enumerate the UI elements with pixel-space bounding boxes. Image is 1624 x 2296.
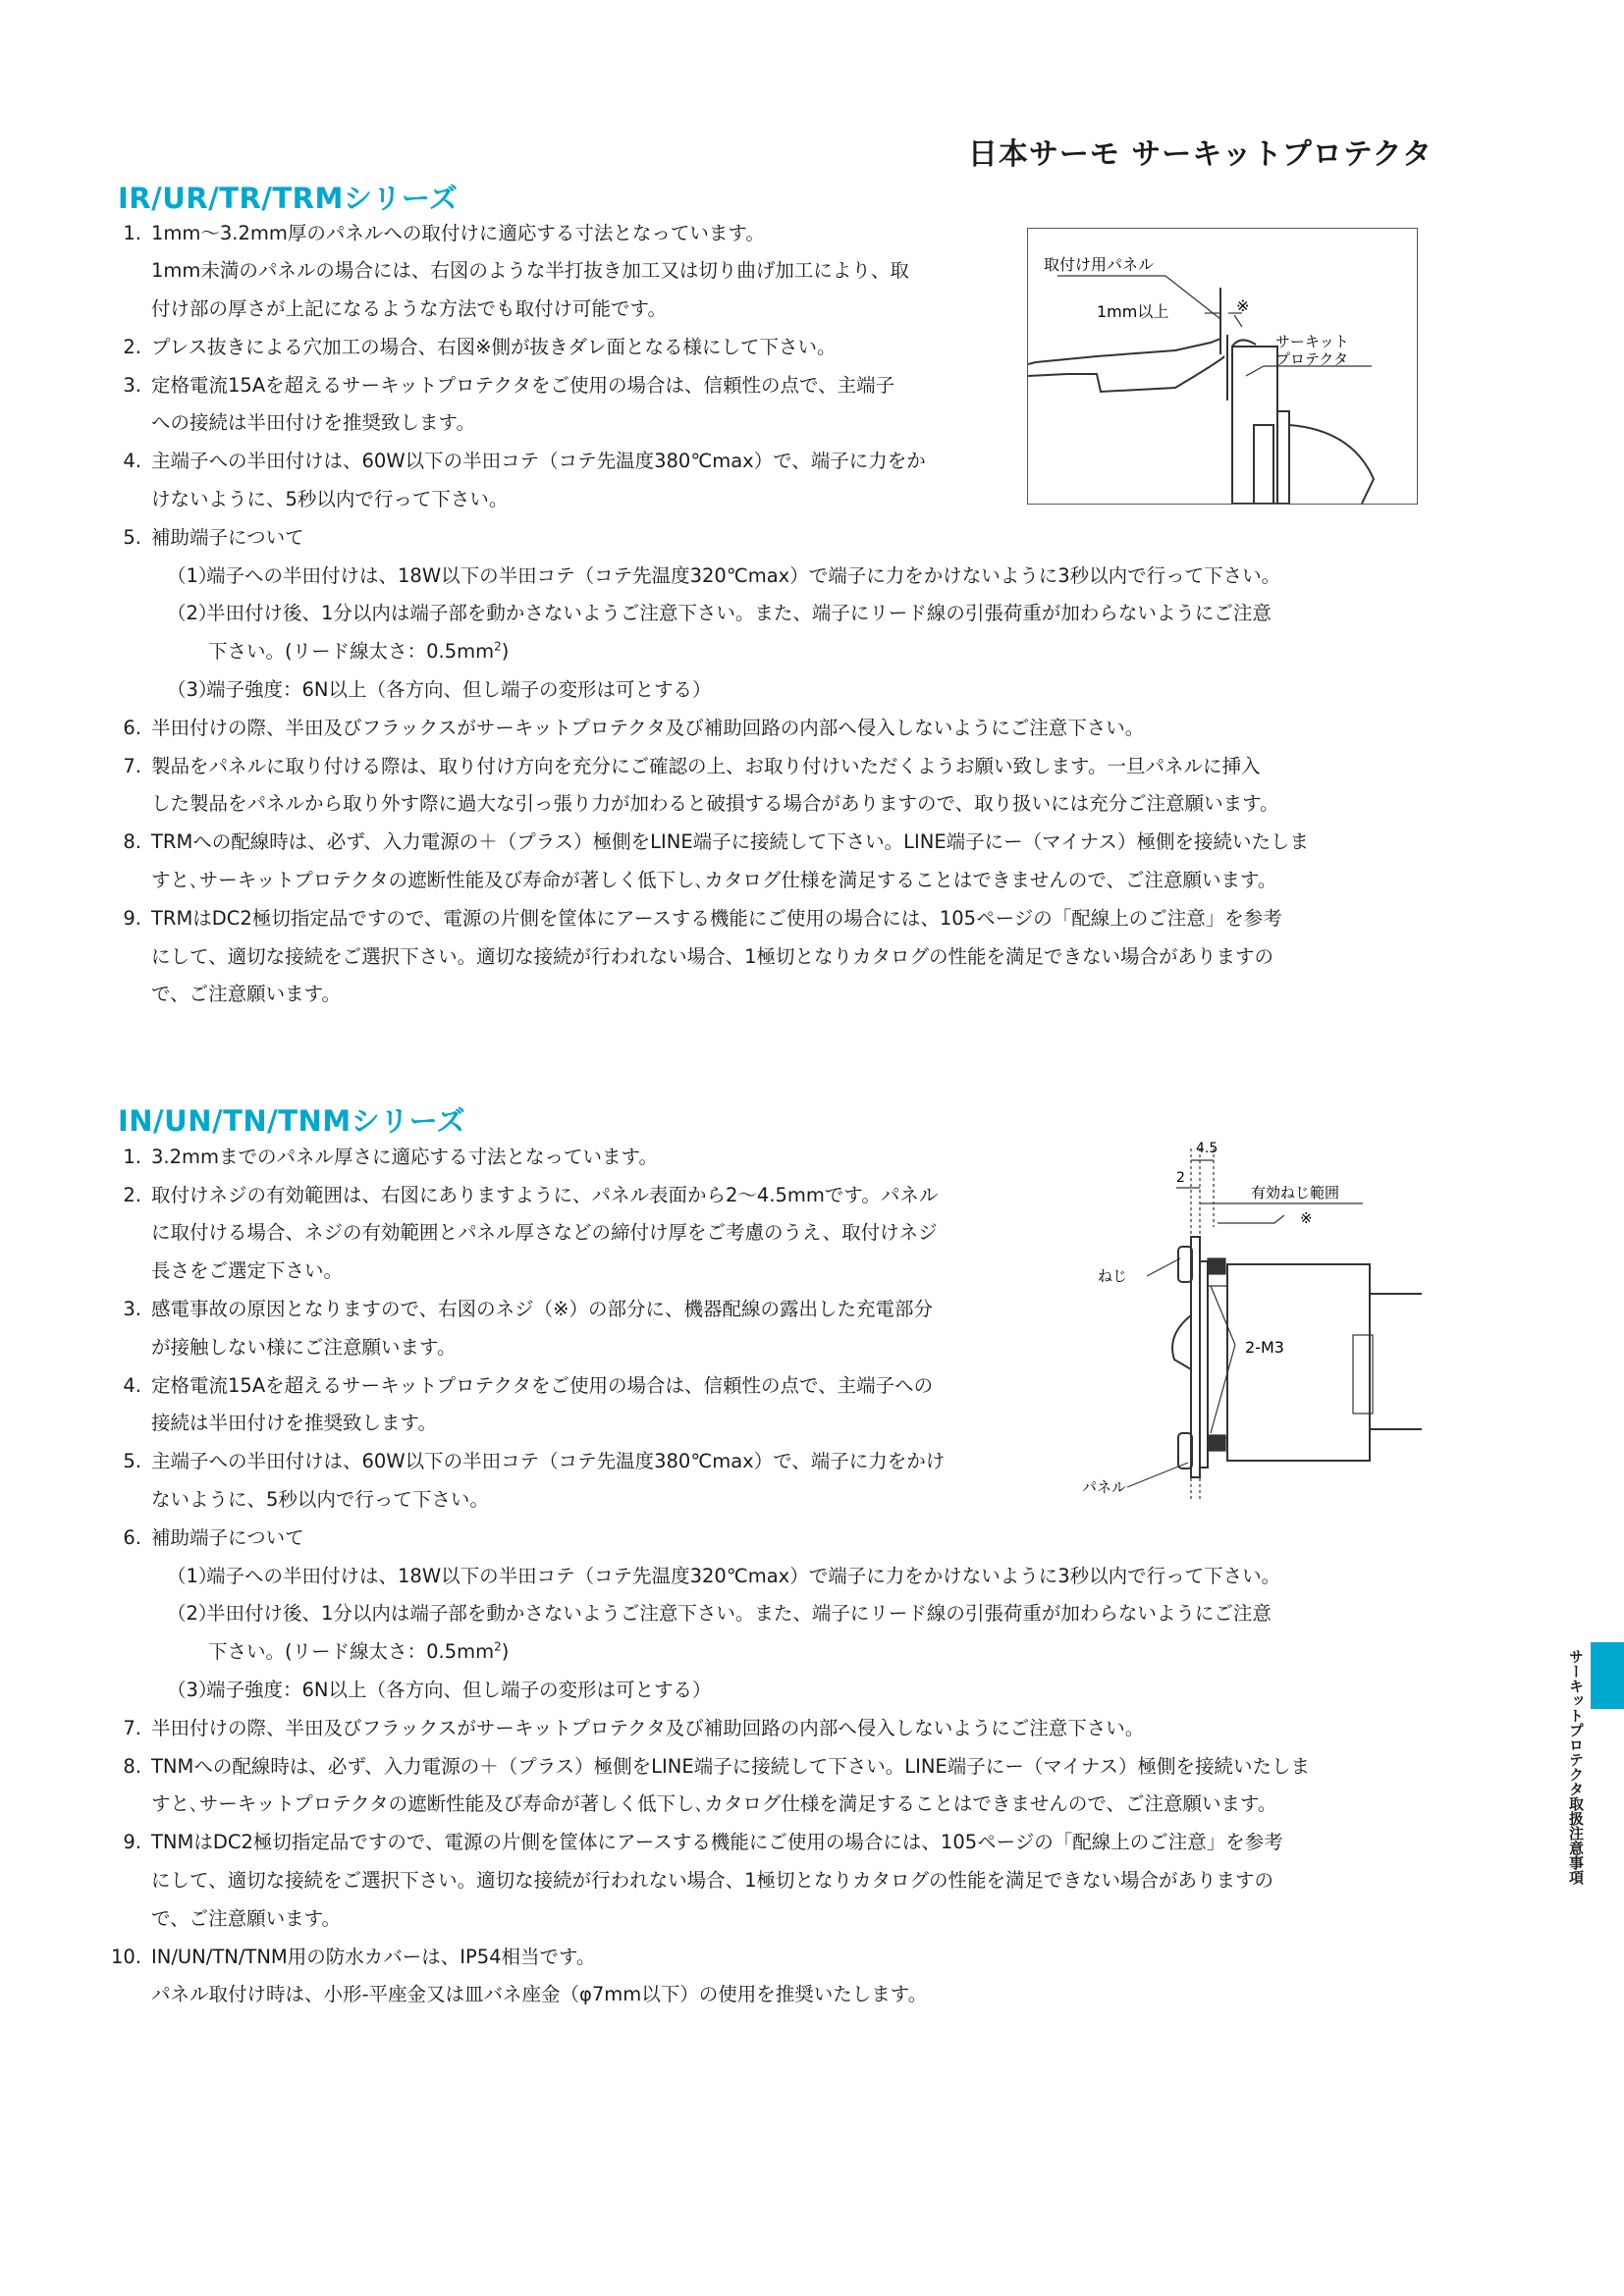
dim-2: 2 — [1176, 1170, 1185, 1186]
list-item-continuation: への接続は半田付けを推奨致します。 — [151, 411, 475, 434]
list-item: 2. 取付けネジの有効範囲は、右図にありますように、パネル表面から2〜4.5mmです。パネル — [123, 1184, 939, 1206]
list-item: 7. 製品をパネルに取り付ける際は、取り付け方向を充分にご確認の上、お取り付けいただくようお願い致します。一旦パネルに挿入 — [123, 755, 1261, 777]
label-circuit: サーキット — [1275, 333, 1349, 350]
label-panel: パネル — [1082, 1478, 1127, 1496]
sub-item-continuation: 下さい。(リード線太さ：$0.5mm^2$) — [208, 639, 510, 663]
panel-mounting-drawing — [1028, 229, 1417, 504]
list-item-continuation: ないように、5秒以内で行って下さい。 — [151, 1488, 489, 1511]
list-item: 9. TRMはDC2極切指定品ですので、電源の片側を筐体にアースする機能にご使用の場合には、105ページの「配線上のご注意」を参考 — [123, 907, 1282, 930]
protector-inner — [1254, 425, 1273, 504]
list-item-continuation: 長さをご選定下さい。 — [151, 1259, 344, 1282]
list-item-continuation: に取付ける場合、ネジの有効範囲とパネル厚さなどの締付け厚をご考慮のうえ、取付けネジ — [151, 1221, 938, 1244]
label-effective-range: 有効ねじ範囲 — [1251, 1184, 1340, 1201]
protector-toggle — [1289, 425, 1374, 504]
sub-item: （2）半田付け後、1分以内は端子部を動かさないようご注意下さい。また、端子にリード線の引張荷重が加わらないようにご注意 — [167, 1602, 1272, 1625]
sub-item: （1）端子への半田付けは、18W以下の半田コテ（コテ先温度320℃max）で端子に力をかけないように3秒以内で行って下さい。 — [167, 1565, 1281, 1587]
label-2-m3: 2-M3 — [1245, 1338, 1284, 1357]
sub-item: （3）端子強度：6N以上（各方向、但し端子の変形は可とする） — [167, 1679, 712, 1701]
list-item-continuation: すと､サーキットプロテクタの遮断性能及び寿命が著しく低下し､カタログ仕様を満足することはできませんので、ご注意願います。 — [151, 869, 1277, 891]
list-item: 5. 補助端子について — [123, 526, 304, 549]
sub-item: （2）半田付け後、1分以内は端子部を動かさないようご注意下さい。また、端子にリード線の引張荷重が加わらないようにご注意 — [167, 602, 1272, 624]
label-burr-mark: ※ — [1236, 296, 1250, 315]
list-item: 1. 1mm〜3.2mm厚のパネルへの取付けに適応する寸法となっています。 — [123, 222, 765, 244]
dim-4-5: 4.5 — [1196, 1141, 1218, 1156]
list-item: 8. TNMへの配線時は、必ず、入力電源の＋（プラス）極側をLINE端子に接続して下さい。LINE端子にー（マイナス）極側を接続いたしま — [123, 1755, 1311, 1778]
list-item-continuation: にして、適切な接続をご選択下さい。適切な接続が行われない場合、1極切となりカタログの性能を満足できない場合がありますの — [151, 945, 1274, 968]
list-item-continuation: けないように、5秒以内で行って下さい。 — [151, 488, 509, 510]
list-item: 8. TRMへの配線時は、必ず、入力電源の＋（プラス）極側をLINE端子に接続して下さい。LINE端子にー（マイナス）極側を接続いたしま — [123, 830, 1310, 853]
section-title-in-un-tn-tnm: IN/UN/TN/TNMシリーズ — [118, 1104, 466, 1138]
section-title-ir-ur-tr-trm: IR/UR/TR/TRMシリーズ — [118, 182, 459, 215]
label-screw: ねじ — [1098, 1267, 1128, 1285]
list-item: 7. 半田付けの際、半田及びフラックスがサーキットプロテクタ及び補助回路の内部へ侵入しないようにご注意下さい。 — [123, 1717, 1145, 1739]
sub-item: （1）端子への半田付けは、18W以下の半田コテ（コテ先温度320℃max）で端子に力をかけないように3秒以内で行って下さい。 — [167, 564, 1281, 587]
panel-outline — [1028, 319, 1220, 364]
list-item-continuation: 接続は半田付けを推奨致します。 — [151, 1412, 437, 1434]
screw-range-drawing — [1078, 1139, 1432, 1502]
sub-item-continuation: 下さい。(リード線太さ：$0.5mm^2$) — [208, 1639, 510, 1663]
list-item: 6. 半田付けの際、半田及びフラックスがサーキットプロテクタ及び補助回路の内部へ侵入しないようにご注意下さい。 — [123, 717, 1145, 739]
panel-outline-lower — [1028, 356, 1224, 392]
label-protector: プロテクタ — [1275, 350, 1349, 368]
list-item: 4. 主端子への半田付けは、60W以下の半田コテ（コテ先温度380℃max）で、端子に力をか — [123, 450, 926, 472]
list-item: 6. 補助端子について — [123, 1526, 304, 1549]
screw-range-diagram — [1078, 1139, 1432, 1502]
list-item: 3. 定格電流15Aを超えるサーキットプロテクタをご使用の場合は、信頼性の点で、主端子 — [123, 374, 895, 397]
list-item: 4. 定格電流15Aを超えるサーキットプロテクタをご使用の場合は、信頼性の点で、主端子への — [123, 1374, 934, 1397]
list-item: 5. 主端子への半田付けは、60W以下の半田コテ（コテ先温度380℃max）で、端子に力をかけ — [123, 1450, 946, 1472]
page-title: 日本サーモ サーキットプロテクタ — [967, 137, 1433, 172]
list-item: 3. 感電事故の原因となりますので、右図のネジ（※）の部分に、機器配線の露出した充電部分 — [123, 1298, 933, 1320]
protector-flange — [1277, 411, 1289, 504]
label-screw-mark: ※ — [1300, 1209, 1313, 1227]
list-item: 10. IN/UN/TN/TNM用の防水カバーは、IP54相当です。 — [110, 1946, 596, 1968]
list-item-continuation: すと､サーキットプロテクタの遮断性能及び寿命が著しく低下し､カタログ仕様を満足することはできませんので、ご注意願います。 — [151, 1792, 1277, 1815]
list-item-continuation: が接触しない様にご注意願います。 — [151, 1336, 457, 1359]
index-tab-label: サーキットプロテクタ取扱注意事項 — [1567, 1649, 1585, 1885]
list-item-continuation: にして、適切な接続をご選択下さい。適切な接続が行われない場合、1極切となりカタログの性能を満足できない場合がありますの — [151, 1869, 1274, 1892]
list-item: 2. プレス抜きによる穴加工の場合、右図※側が抜きダレ面となる様にして下さい。 — [123, 336, 837, 358]
sub-item: （3）端子強度：6N以上（各方向、但し端子の変形は可とする） — [167, 678, 712, 701]
list-item-continuation: 付け部の厚さが上記になるような方法でも取付け可能です。 — [151, 297, 667, 320]
list-item-continuation: パネル取付け時は、小形-平座金又は皿バネ座金（φ7mm以下）の使用を推奨いたします。 — [151, 1983, 928, 2005]
list-item-continuation: で、ご注意願います。 — [151, 1907, 342, 1930]
list-item-continuation: で、ご注意願います。 — [151, 983, 342, 1005]
list-item-continuation: 1mm未満のパネルの場合には、右図のような半打抜き加工又は切り曲げ加工により、取 — [151, 259, 909, 282]
index-tab — [1591, 1642, 1624, 1709]
list-item: 1. 3.2mmまでのパネル厚さに適応する寸法となっています。 — [123, 1146, 658, 1168]
list-item-continuation: した製品をパネルから取り外す際に過大な引っ張り力が加わると破損する場合がありますので、取り扱いには充分ご注意願います。 — [151, 792, 1279, 815]
label-min-thickness: 1mm以上 — [1097, 302, 1169, 321]
label-mounting-panel: 取付け用パネル — [1044, 255, 1155, 274]
list-item: 9. TNMはDC2極切指定品ですので、電源の片側を筐体にアースする機能にご使用の場合には、105ページの「配線上のご注意」を参考 — [123, 1831, 1283, 1853]
panel-mounting-diagram — [1027, 228, 1418, 505]
